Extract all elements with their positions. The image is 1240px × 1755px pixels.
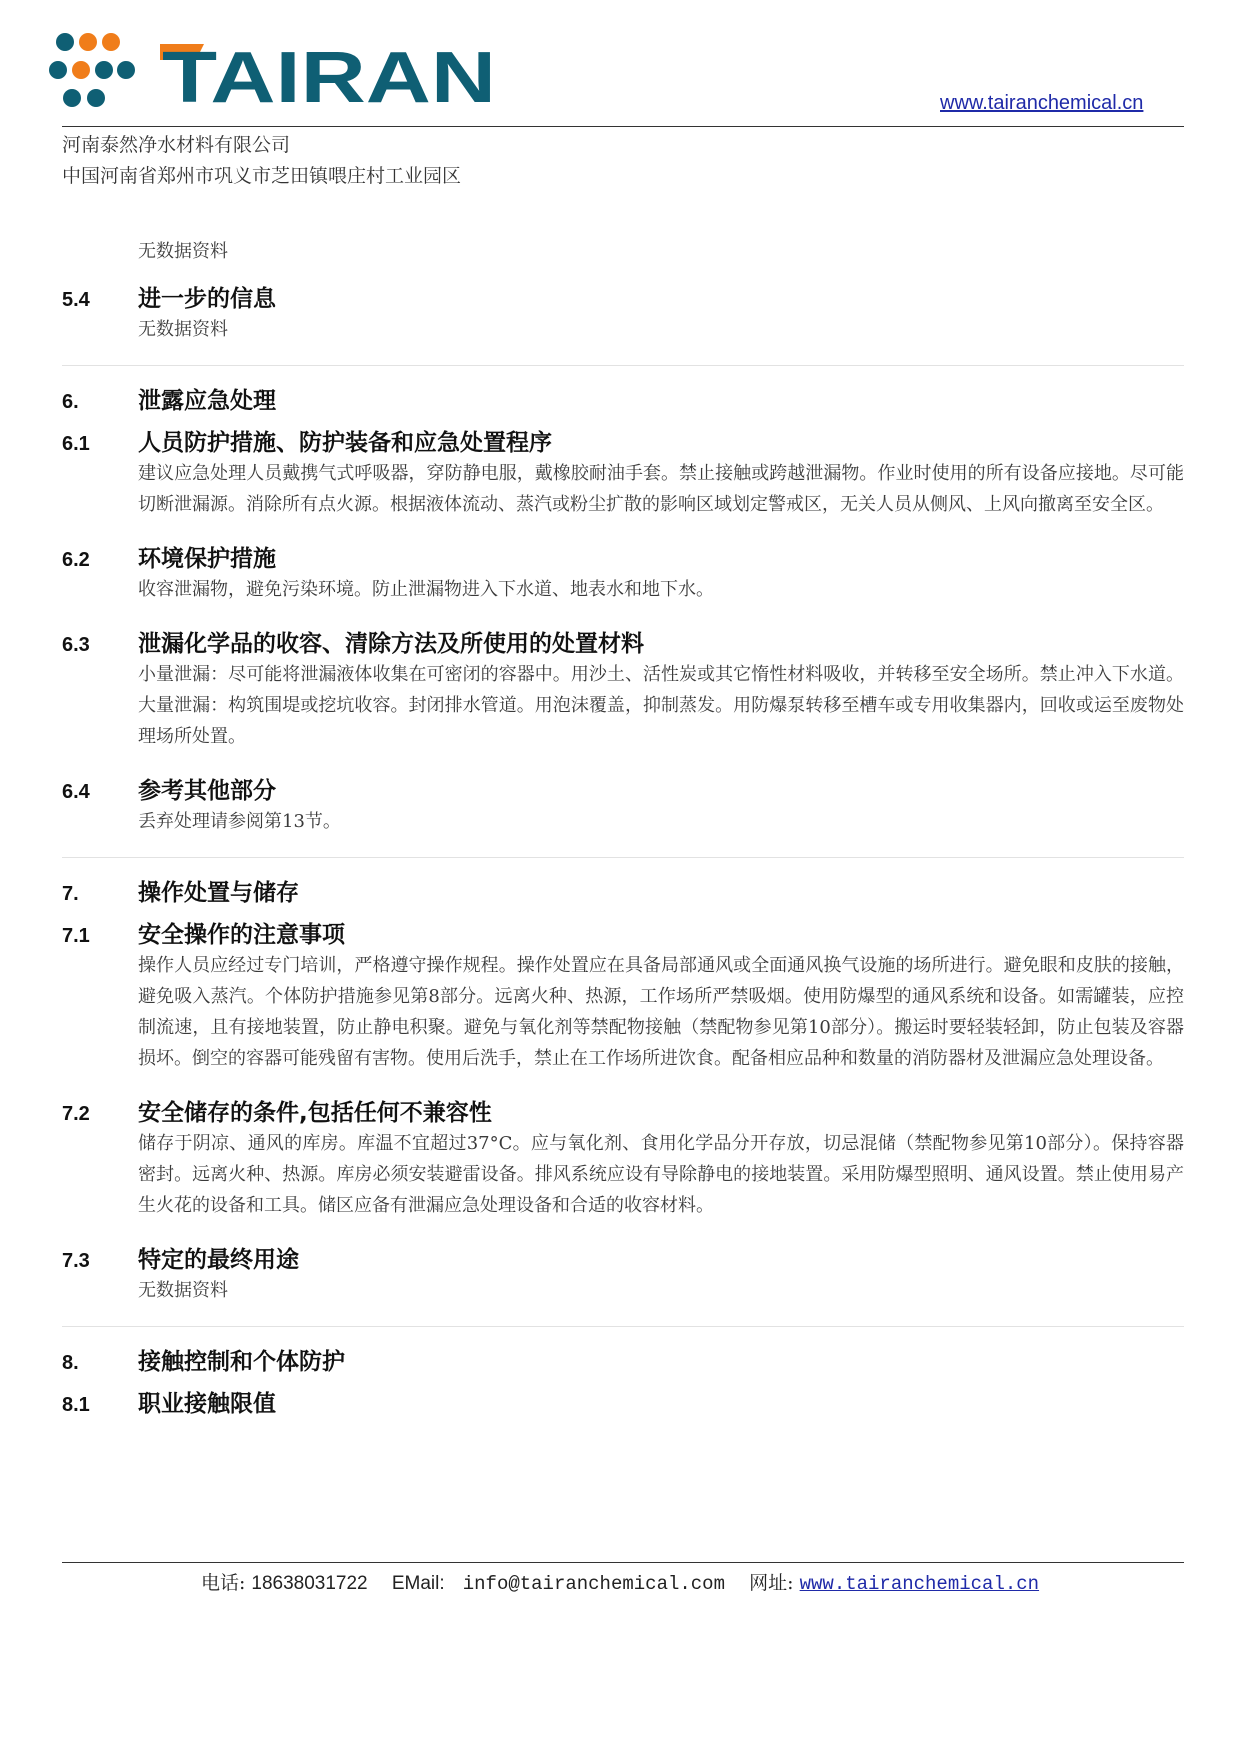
section-6-3-text: 小量泄漏：尽可能将泄漏液体收集在可密闭的容器中。用沙土、活性炭或其它惰性材料吸收，并转移至安全场所。禁止冲入下水道。大量泄漏：构筑围堤或挖坑收容。封闭排水管道。用泡沫覆盖，抑制蒸发。用防爆泵转移至槽车或专用收集器内，回收或运至废物处理场所处置。: [138, 664, 1184, 747]
section-7-2-text: 储存于阴凉、通风的库房。库温不宜超过37°C。应与氧化剂、食用化学品分开存放，切忌混储（禁配物参见第10部分）。保持容器密封。远离火种、热源。库房必须安装避雷设备。排风系统应设有导除静电的接地装置。采用防爆型照明、通风设置。禁止使用易产生火花的设备和工具。储区应备有泄漏应急处理设备和合适的收容材料。: [138, 1133, 1184, 1216]
logo-text: TAIRAN: [162, 40, 496, 106]
section-number: 6.: [62, 391, 79, 413]
section-title: 特定的最终用途: [138, 1247, 299, 1273]
section-6-1-text: 建议应急处理人员戴携气式呼吸器，穿防静电服，戴橡胶耐油手套。禁止接触或跨越泄漏物。作业时使用的所有设备应接地。尽可能切断泄漏源。消除所有点火源。根据液体流动、蒸汽或粉尘扩散的影响区域划定警戒区，无关人员从侧风、上风向撤离至安全区。: [138, 463, 1184, 515]
footer-divider: [62, 1562, 1184, 1563]
section-6-2-heading: [62, 540, 1184, 574]
company-name: 河南泰然净水材料有限公司: [62, 134, 291, 156]
section-7-3-heading: [62, 1241, 1184, 1275]
footer-web-link[interactable]: www.tairanchemical.cn: [799, 1573, 1040, 1595]
section-7-1-heading: [62, 916, 1184, 950]
section-number: 6.1: [62, 433, 90, 455]
page-header: [0, 0, 1240, 200]
section-number: 7.2: [62, 1103, 90, 1125]
company-address: 中国河南省郑州市巩义市芝田镇喂庄村工业园区: [62, 165, 462, 187]
section-divider: [62, 1326, 1184, 1327]
section-title: 职业接触限值: [138, 1391, 276, 1417]
section-7-heading: [62, 874, 1184, 908]
section-6-3-heading: [62, 625, 1184, 659]
section-number: 6.4: [62, 781, 90, 803]
header-divider: [62, 126, 1184, 127]
section-8-heading: [62, 1343, 1184, 1377]
section-number: 5.4: [62, 289, 90, 311]
logo-dots-icon: [48, 32, 136, 114]
section-7-2-heading: [62, 1094, 1184, 1128]
section-5-4-text: 无数据资料: [138, 319, 228, 340]
section-7-1-text: 操作人员应经过专门培训，严格遵守操作规程。操作处置应在具备局部通风或全面通风换气设施的场所进行。避免眼和皮肤的接触，避免吸入蒸汽。个体防护措施参见第8部分。远离火种、热源，工作场所严禁吸烟。使用防爆型的通风系统和设备。如需罐装，应控制流速，且有接地装置，防止静电积聚。避免与氧化剂等禁配物接触（禁配物参见第10部分）。搬运时要轻装轻卸，防止包装及容器损坏。倒空的容器可能残留有害物。使用后洗手，禁止在工作场所进饮食。配备相应品种和数量的消防器材及泄漏应急处理设备。: [138, 955, 1184, 1069]
section-number: 7.1: [62, 925, 90, 947]
section-title: 安全操作的注意事项: [138, 922, 345, 948]
footer-web-label: 网址:: [749, 1572, 794, 1594]
section-6-2-text: 收容泄漏物，避免污染环境。防止泄漏物进入下水道、地表水和地下水。: [138, 579, 714, 600]
section-title: 参考其他部分: [138, 778, 276, 804]
section-number: 6.3: [62, 634, 90, 656]
section-title: 进一步的信息: [138, 286, 276, 312]
section-6-1-heading: [62, 424, 1184, 458]
page-footer: [0, 1568, 1240, 1595]
section-title: 人员防护措施、防护装备和应急处置程序: [138, 430, 552, 456]
header-website-link[interactable]: www.tairanchemical.cn: [940, 92, 1144, 114]
section-title: 安全储存的条件,包括任何不兼容性: [138, 1100, 492, 1126]
document-body: [62, 236, 1184, 1419]
footer-phone-label: 电话:: [200, 1572, 246, 1594]
lead-text: 无数据资料: [138, 241, 228, 262]
section-number: 8.: [62, 1352, 79, 1374]
section-number: 7.3: [62, 1250, 90, 1272]
section-8-1-heading: [62, 1385, 1184, 1419]
footer-phone: 18638031722: [251, 1573, 368, 1594]
footer-email-label: EMail:: [391, 1573, 445, 1594]
section-6-4-heading: [62, 772, 1184, 806]
section-divider: [62, 857, 1184, 858]
section-divider: [62, 365, 1184, 366]
logo-wordmark: [160, 40, 500, 106]
section-title: 接触控制和个体防护: [138, 1349, 345, 1375]
section-title: 泄漏化学品的收容、清除方法及所使用的处置材料: [138, 631, 644, 657]
section-5-4-heading: [62, 280, 1184, 314]
section-number: 6.2: [62, 549, 90, 571]
section-6-heading: [62, 382, 1184, 416]
footer-email[interactable]: info@tairanchemical.com: [462, 1573, 725, 1595]
section-title: 环境保护措施: [138, 546, 276, 572]
section-6-4-text: 丢弃处理请参阅第13节。: [138, 811, 341, 832]
section-7-3-text: 无数据资料: [138, 1280, 228, 1301]
section-title: 泄露应急处理: [138, 388, 276, 414]
section-number: 7.: [62, 883, 79, 905]
section-title: 操作处置与储存: [138, 880, 299, 906]
section-number: 8.1: [62, 1394, 90, 1416]
